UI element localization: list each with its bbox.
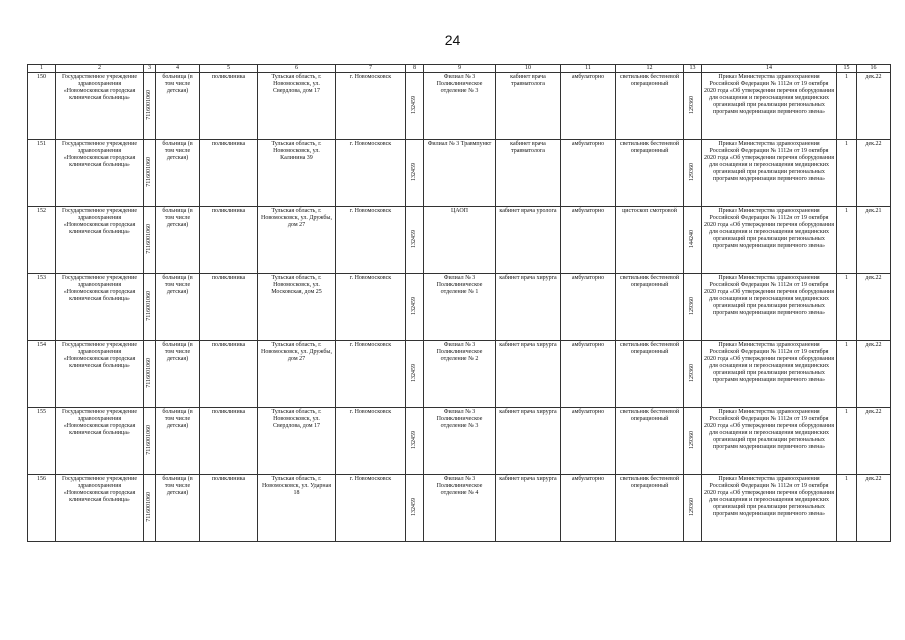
- facility-type-cell: больница (в том числе детская): [156, 341, 200, 408]
- equipment-table: [27, 64, 891, 542]
- order-cell: Приказ Министерства здравоохранения Российской Федерации № 1112н от 19 октября 2020 года «Об утверждении перечня оборудования для оснащения и переоснащения медицинских организаций при реализации региональных программ модернизации первичного звена»: [702, 408, 837, 475]
- address-cell: Тульская область, г. Новомосковск, ул. Московская, дом 25: [258, 274, 336, 341]
- city-cell: г. Новомосковск: [336, 207, 406, 274]
- branch-cell: Филиал № 3 Поликлиническое отделение № 3: [424, 408, 496, 475]
- column-number: 11: [561, 65, 616, 73]
- inn-cell: [144, 274, 156, 341]
- facility-code-cell: [406, 207, 424, 274]
- table-row: [28, 274, 891, 341]
- conditions-cell: амбулаторно: [561, 408, 616, 475]
- equipment-code-cell-text: 129360: [689, 296, 695, 315]
- quantity-cell: 1: [837, 140, 857, 207]
- conditions-cell: амбулаторно: [561, 341, 616, 408]
- unit-cell: поликлиника: [200, 207, 258, 274]
- order-cell: Приказ Министерства здравоохранения Российской Федерации № 1112н от 19 октября 2020 года «Об утверждении перечня оборудования для оснащения и переоснащения медицинских организаций при реализации региональных программ модернизации первичного звена»: [702, 341, 837, 408]
- branch-cell: Филиал № 3 Поликлиническое отделение № 1: [424, 274, 496, 341]
- organization-cell: Государственное учреждение здравоохранения «Новомосковская городская клиническая больница»: [56, 408, 144, 475]
- inn-cell-text: 7116001060: [146, 223, 152, 254]
- inn-cell-text: 7116001060: [146, 156, 152, 187]
- branch-cell: Филиал № 3 Травмпункт: [424, 140, 496, 207]
- city-cell: г. Новомосковск: [336, 341, 406, 408]
- address-cell: Тульская область, г. Новомосковск, ул. Свердлова, дом 17: [258, 408, 336, 475]
- address-cell: Тульская область, г. Новомосковск, ул. Дружбы, дом 27: [258, 341, 336, 408]
- table-row: [28, 73, 891, 140]
- unit-cell: поликлиника: [200, 408, 258, 475]
- facility-code-cell: [406, 475, 424, 542]
- facility-type-cell: больница (в том числе детская): [156, 408, 200, 475]
- facility-type-cell: больница (в том числе детская): [156, 207, 200, 274]
- table-row: [28, 475, 891, 542]
- column-number: 4: [156, 65, 200, 73]
- unit-cell: поликлиника: [200, 140, 258, 207]
- row-number-cell: 150: [28, 73, 56, 140]
- cabinet-cell: кабинет врача травматолога: [496, 140, 561, 207]
- equipment-code-cell: [684, 341, 702, 408]
- facility-code-cell: [406, 274, 424, 341]
- facility-code-cell-text: 132459: [411, 95, 417, 114]
- table-row: [28, 341, 891, 408]
- facility-code-cell-text: 132459: [411, 296, 417, 315]
- table-row: [28, 408, 891, 475]
- column-number: 10: [496, 65, 561, 73]
- table-row: [28, 207, 891, 274]
- column-number: 3: [144, 65, 156, 73]
- facility-type-cell: больница (в том числе детская): [156, 475, 200, 542]
- quantity-cell: 1: [837, 73, 857, 140]
- address-cell: Тульская область, г. Новомосковск, ул. Калинина 39: [258, 140, 336, 207]
- city-cell: г. Новомосковск: [336, 140, 406, 207]
- inn-cell: [144, 341, 156, 408]
- city-cell: г. Новомосковск: [336, 408, 406, 475]
- date-cell: дек.22: [857, 73, 891, 140]
- cabinet-cell: кабинет врача травматолога: [496, 73, 561, 140]
- address-cell: Тульская область, г. Новомосковск, ул. Ударная 18: [258, 475, 336, 542]
- unit-cell: поликлиника: [200, 274, 258, 341]
- facility-type-cell: больница (в том числе детская): [156, 140, 200, 207]
- column-number: 8: [406, 65, 424, 73]
- organization-cell: Государственное учреждение здравоохранения «Новомосковская городская клиническая больница»: [56, 274, 144, 341]
- column-number: 5: [200, 65, 258, 73]
- equipment-code-cell: [684, 140, 702, 207]
- equipment-cell: светильник бестеневой операционный: [616, 274, 684, 341]
- facility-code-cell: [406, 140, 424, 207]
- equipment-code-cell-text: 129360: [689, 497, 695, 516]
- date-cell: дек.22: [857, 475, 891, 542]
- city-cell: г. Новомосковск: [336, 73, 406, 140]
- organization-cell: Государственное учреждение здравоохранения «Новомосковская городская клиническая больница»: [56, 140, 144, 207]
- inn-cell: [144, 475, 156, 542]
- unit-cell: поликлиника: [200, 73, 258, 140]
- order-cell: Приказ Министерства здравоохранения Российской Федерации № 1112н от 19 октября 2020 года «Об утверждении перечня оборудования для оснащения и переоснащения медицинских организаций при реализации региональных программ модернизации первичного звена»: [702, 140, 837, 207]
- facility-code-cell-text: 132459: [411, 162, 417, 181]
- branch-cell: Филиал № 3 Поликлиническое отделение № 2: [424, 341, 496, 408]
- cabinet-cell: кабинет врача хирурга: [496, 408, 561, 475]
- inn-cell-text: 7116001060: [146, 290, 152, 321]
- cabinet-cell: кабинет врача уролога: [496, 207, 561, 274]
- branch-cell: ЦАОП: [424, 207, 496, 274]
- row-number-cell: 156: [28, 475, 56, 542]
- equipment-code-cell-text: 129360: [689, 95, 695, 114]
- row-number-cell: 154: [28, 341, 56, 408]
- cabinet-cell: кабинет врача хирурга: [496, 341, 561, 408]
- column-number: 1: [28, 65, 56, 73]
- equipment-code-cell-text: 129360: [689, 162, 695, 181]
- address-cell: Тульская область, г. Новомосковск, ул. Свердлова, дом 17: [258, 73, 336, 140]
- table-row: [28, 140, 891, 207]
- row-number-cell: 155: [28, 408, 56, 475]
- city-cell: г. Новомосковск: [336, 475, 406, 542]
- conditions-cell: амбулаторно: [561, 475, 616, 542]
- quantity-cell: 1: [837, 341, 857, 408]
- conditions-cell: амбулаторно: [561, 73, 616, 140]
- column-number: 13: [684, 65, 702, 73]
- order-cell: Приказ Министерства здравоохранения Российской Федерации № 1112н от 19 октября 2020 года «Об утверждении перечня оборудования для оснащения и переоснащения медицинских организаций при реализации региональных программ модернизации первичного звена»: [702, 274, 837, 341]
- organization-cell: Государственное учреждение здравоохранения «Новомосковская городская клиническая больница»: [56, 475, 144, 542]
- order-cell: Приказ Министерства здравоохранения Российской Федерации № 1112н от 19 октября 2020 года «Об утверждении перечня оборудования для оснащения и переоснащения медицинских организаций при реализации региональных программ модернизации первичного звена»: [702, 475, 837, 542]
- page-number: 24: [444, 32, 461, 48]
- quantity-cell: 1: [837, 408, 857, 475]
- column-number: 9: [424, 65, 496, 73]
- equipment-cell: светильник бестеневой операционный: [616, 73, 684, 140]
- facility-code-cell: [406, 408, 424, 475]
- column-number: 6: [258, 65, 336, 73]
- unit-cell: поликлиника: [200, 341, 258, 408]
- equipment-code-cell: [684, 408, 702, 475]
- quantity-cell: 1: [837, 274, 857, 341]
- equipment-cell: светильник бестеневой операционный: [616, 408, 684, 475]
- facility-code-cell: [406, 341, 424, 408]
- equipment-cell: светильник бестеневой операционный: [616, 475, 684, 542]
- conditions-cell: амбулаторно: [561, 140, 616, 207]
- inn-cell: [144, 140, 156, 207]
- inn-cell-text: 7116001060: [146, 491, 152, 522]
- date-cell: дек.22: [857, 140, 891, 207]
- equipment-cell: светильник бестеневой операционный: [616, 341, 684, 408]
- date-cell: дек.22: [857, 341, 891, 408]
- branch-cell: Филиал № 3 Поликлиническое отделение № 4: [424, 475, 496, 542]
- unit-cell: поликлиника: [200, 475, 258, 542]
- conditions-cell: амбулаторно: [561, 274, 616, 341]
- organization-cell: Государственное учреждение здравоохранения «Новомосковская городская клиническая больница»: [56, 341, 144, 408]
- branch-cell: Филиал № 3 Поликлиническое отделение № 3: [424, 73, 496, 140]
- inn-cell: [144, 408, 156, 475]
- equipment-code-cell-text: 144240: [689, 229, 695, 248]
- column-number: 12: [616, 65, 684, 73]
- date-cell: дек.21: [857, 207, 891, 274]
- row-number-cell: 151: [28, 140, 56, 207]
- inn-cell-text: 7116001060: [146, 357, 152, 388]
- order-cell: Приказ Министерства здравоохранения Российской Федерации № 1112н от 19 октября 2020 года «Об утверждении перечня оборудования для оснащения и переоснащения медицинских организаций при реализации региональных программ модернизации первичного звена»: [702, 73, 837, 140]
- conditions-cell: амбулаторно: [561, 207, 616, 274]
- column-number: 2: [56, 65, 144, 73]
- inn-cell: [144, 73, 156, 140]
- equipment-code-cell-text: 129360: [689, 430, 695, 449]
- order-cell: Приказ Министерства здравоохранения Российской Федерации № 1112н от 19 октября 2020 года «Об утверждении перечня оборудования для оснащения и переоснащения медицинских организаций при реализации региональных программ модернизации первичного звена»: [702, 207, 837, 274]
- organization-cell: Государственное учреждение здравоохранения «Новомосковская городская клиническая больница»: [56, 73, 144, 140]
- facility-code-cell-text: 132459: [411, 430, 417, 449]
- equipment-code-cell: [684, 73, 702, 140]
- quantity-cell: 1: [837, 475, 857, 542]
- row-number-cell: 153: [28, 274, 56, 341]
- address-cell: Тульская область, г. Новомосковск, ул. Дружбы, дом 27: [258, 207, 336, 274]
- equipment-cell: цистоскоп смотровой: [616, 207, 684, 274]
- column-number-row: [28, 65, 891, 73]
- row-number-cell: 152: [28, 207, 56, 274]
- facility-type-cell: больница (в том числе детская): [156, 73, 200, 140]
- inn-cell: [144, 207, 156, 274]
- facility-type-cell: больница (в том числе детская): [156, 274, 200, 341]
- equipment-cell: светильник бестеневой операционный: [616, 140, 684, 207]
- date-cell: дек.22: [857, 274, 891, 341]
- organization-cell: Государственное учреждение здравоохранения «Новомосковская городская клиническая больница»: [56, 207, 144, 274]
- inn-cell-text: 7116001060: [146, 89, 152, 120]
- facility-code-cell-text: 132459: [411, 497, 417, 516]
- inn-cell-text: 7116001060: [146, 424, 152, 455]
- column-number: 15: [837, 65, 857, 73]
- city-cell: г. Новомосковск: [336, 274, 406, 341]
- facility-code-cell-text: 132459: [411, 229, 417, 248]
- cabinet-cell: кабинет врача хирурга: [496, 274, 561, 341]
- column-number: 7: [336, 65, 406, 73]
- equipment-code-cell: [684, 207, 702, 274]
- equipment-code-cell: [684, 475, 702, 542]
- date-cell: дек.22: [857, 408, 891, 475]
- facility-code-cell: [406, 73, 424, 140]
- cabinet-cell: кабинет врача хирурга: [496, 475, 561, 542]
- facility-code-cell-text: 132459: [411, 363, 417, 382]
- equipment-code-cell: [684, 274, 702, 341]
- column-number: 16: [857, 65, 891, 73]
- column-number: 14: [702, 65, 837, 73]
- quantity-cell: 1: [837, 207, 857, 274]
- equipment-code-cell-text: 129360: [689, 363, 695, 382]
